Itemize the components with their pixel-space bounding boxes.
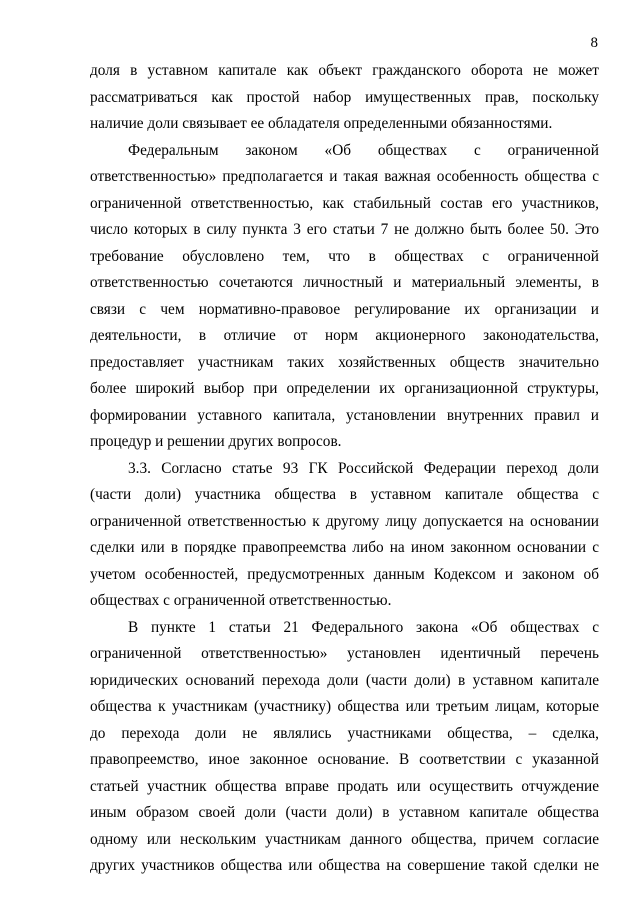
text-line: одному или нескольким участникам данного общества, причем согласие: [90, 830, 599, 848]
text-line: формировании уставного капитала, установлении внутренних правил и: [90, 406, 599, 424]
text-line: наличие доли связывает ее обладателя определенными обязанностями.: [90, 115, 553, 132]
text-line: ответственностью сочетаются личностный и материальный элементы, в: [90, 274, 599, 291]
text-line: число которых в силу пункта 3 его статьи 7 не должно быть более 50. Это: [90, 221, 599, 238]
text-line: рассматриваться как простой набор имущественных прав, поскольку: [90, 88, 599, 106]
text-line: более широкий выбор при определении их организационной структуры,: [90, 380, 599, 397]
text-line: общества к участникам (участнику) общества или третьим лицам, которые: [90, 698, 599, 715]
text-line: ответственностью» предполагается и такая важная особенность общества с: [90, 168, 599, 185]
text-line: доля в уставном капитале как объект гражданского оборота не может: [90, 62, 599, 79]
text-line: юридических оснований перехода доли (части доли) в уставном капитале: [90, 671, 599, 689]
text-line: правопреемство, иное законное основание. В соответствии с указанной: [90, 751, 599, 768]
text-line: других участников общества или общества на совершение такой сделки не: [90, 857, 599, 874]
text-line: статьей участник общества вправе продать или осуществить отчуждение: [90, 777, 599, 795]
text-line: сделки или в порядке правопреемства либо на ином законном основании с: [90, 539, 599, 556]
text-line: деятельности, в отличие от норм акционерного законодательства,: [90, 327, 599, 344]
text-line: Федеральным законом «Об обществах с ограниченной: [128, 141, 599, 159]
text-line: до перехода доли не являлись участниками общества, – сделка,: [90, 724, 599, 742]
text-line: предоставляет участникам таких хозяйственных обществ значительно: [90, 353, 599, 371]
text-line: ограниченной ответственностью, как стабильный состав его участников,: [90, 194, 599, 212]
text-line: учетом особенностей, предусмотренных данным Кодексом и законом об: [90, 565, 599, 583]
text-line: иным образом своей доли (части доли) в уставном капитале общества: [90, 804, 599, 821]
page-number: 8: [590, 35, 598, 51]
text-line: ограниченной ответственностью к другому лицу допускается на основании: [90, 512, 599, 530]
body-text: [90, 58, 599, 880]
text-line: требование обусловлено тем, что в обществах с ограниченной: [90, 247, 599, 265]
text-line: (части доли) участника общества в уставном капитале общества с: [90, 486, 599, 503]
text-line: процедур и решении других вопросов.: [90, 433, 342, 450]
text-line: 3.3. Согласно статье 93 ГК Российской Федерации переход доли: [128, 459, 599, 477]
text-line: обществах с ограниченной ответственностью.: [90, 592, 392, 609]
text-line: ограниченной ответственностью» установлен идентичный перечень: [90, 645, 599, 662]
text-line: В пункте 1 статьи 21 Федерального закона «Об обществах с: [128, 618, 599, 636]
text-line: связи с чем нормативно-правовое регулирование их организации и: [90, 300, 599, 318]
